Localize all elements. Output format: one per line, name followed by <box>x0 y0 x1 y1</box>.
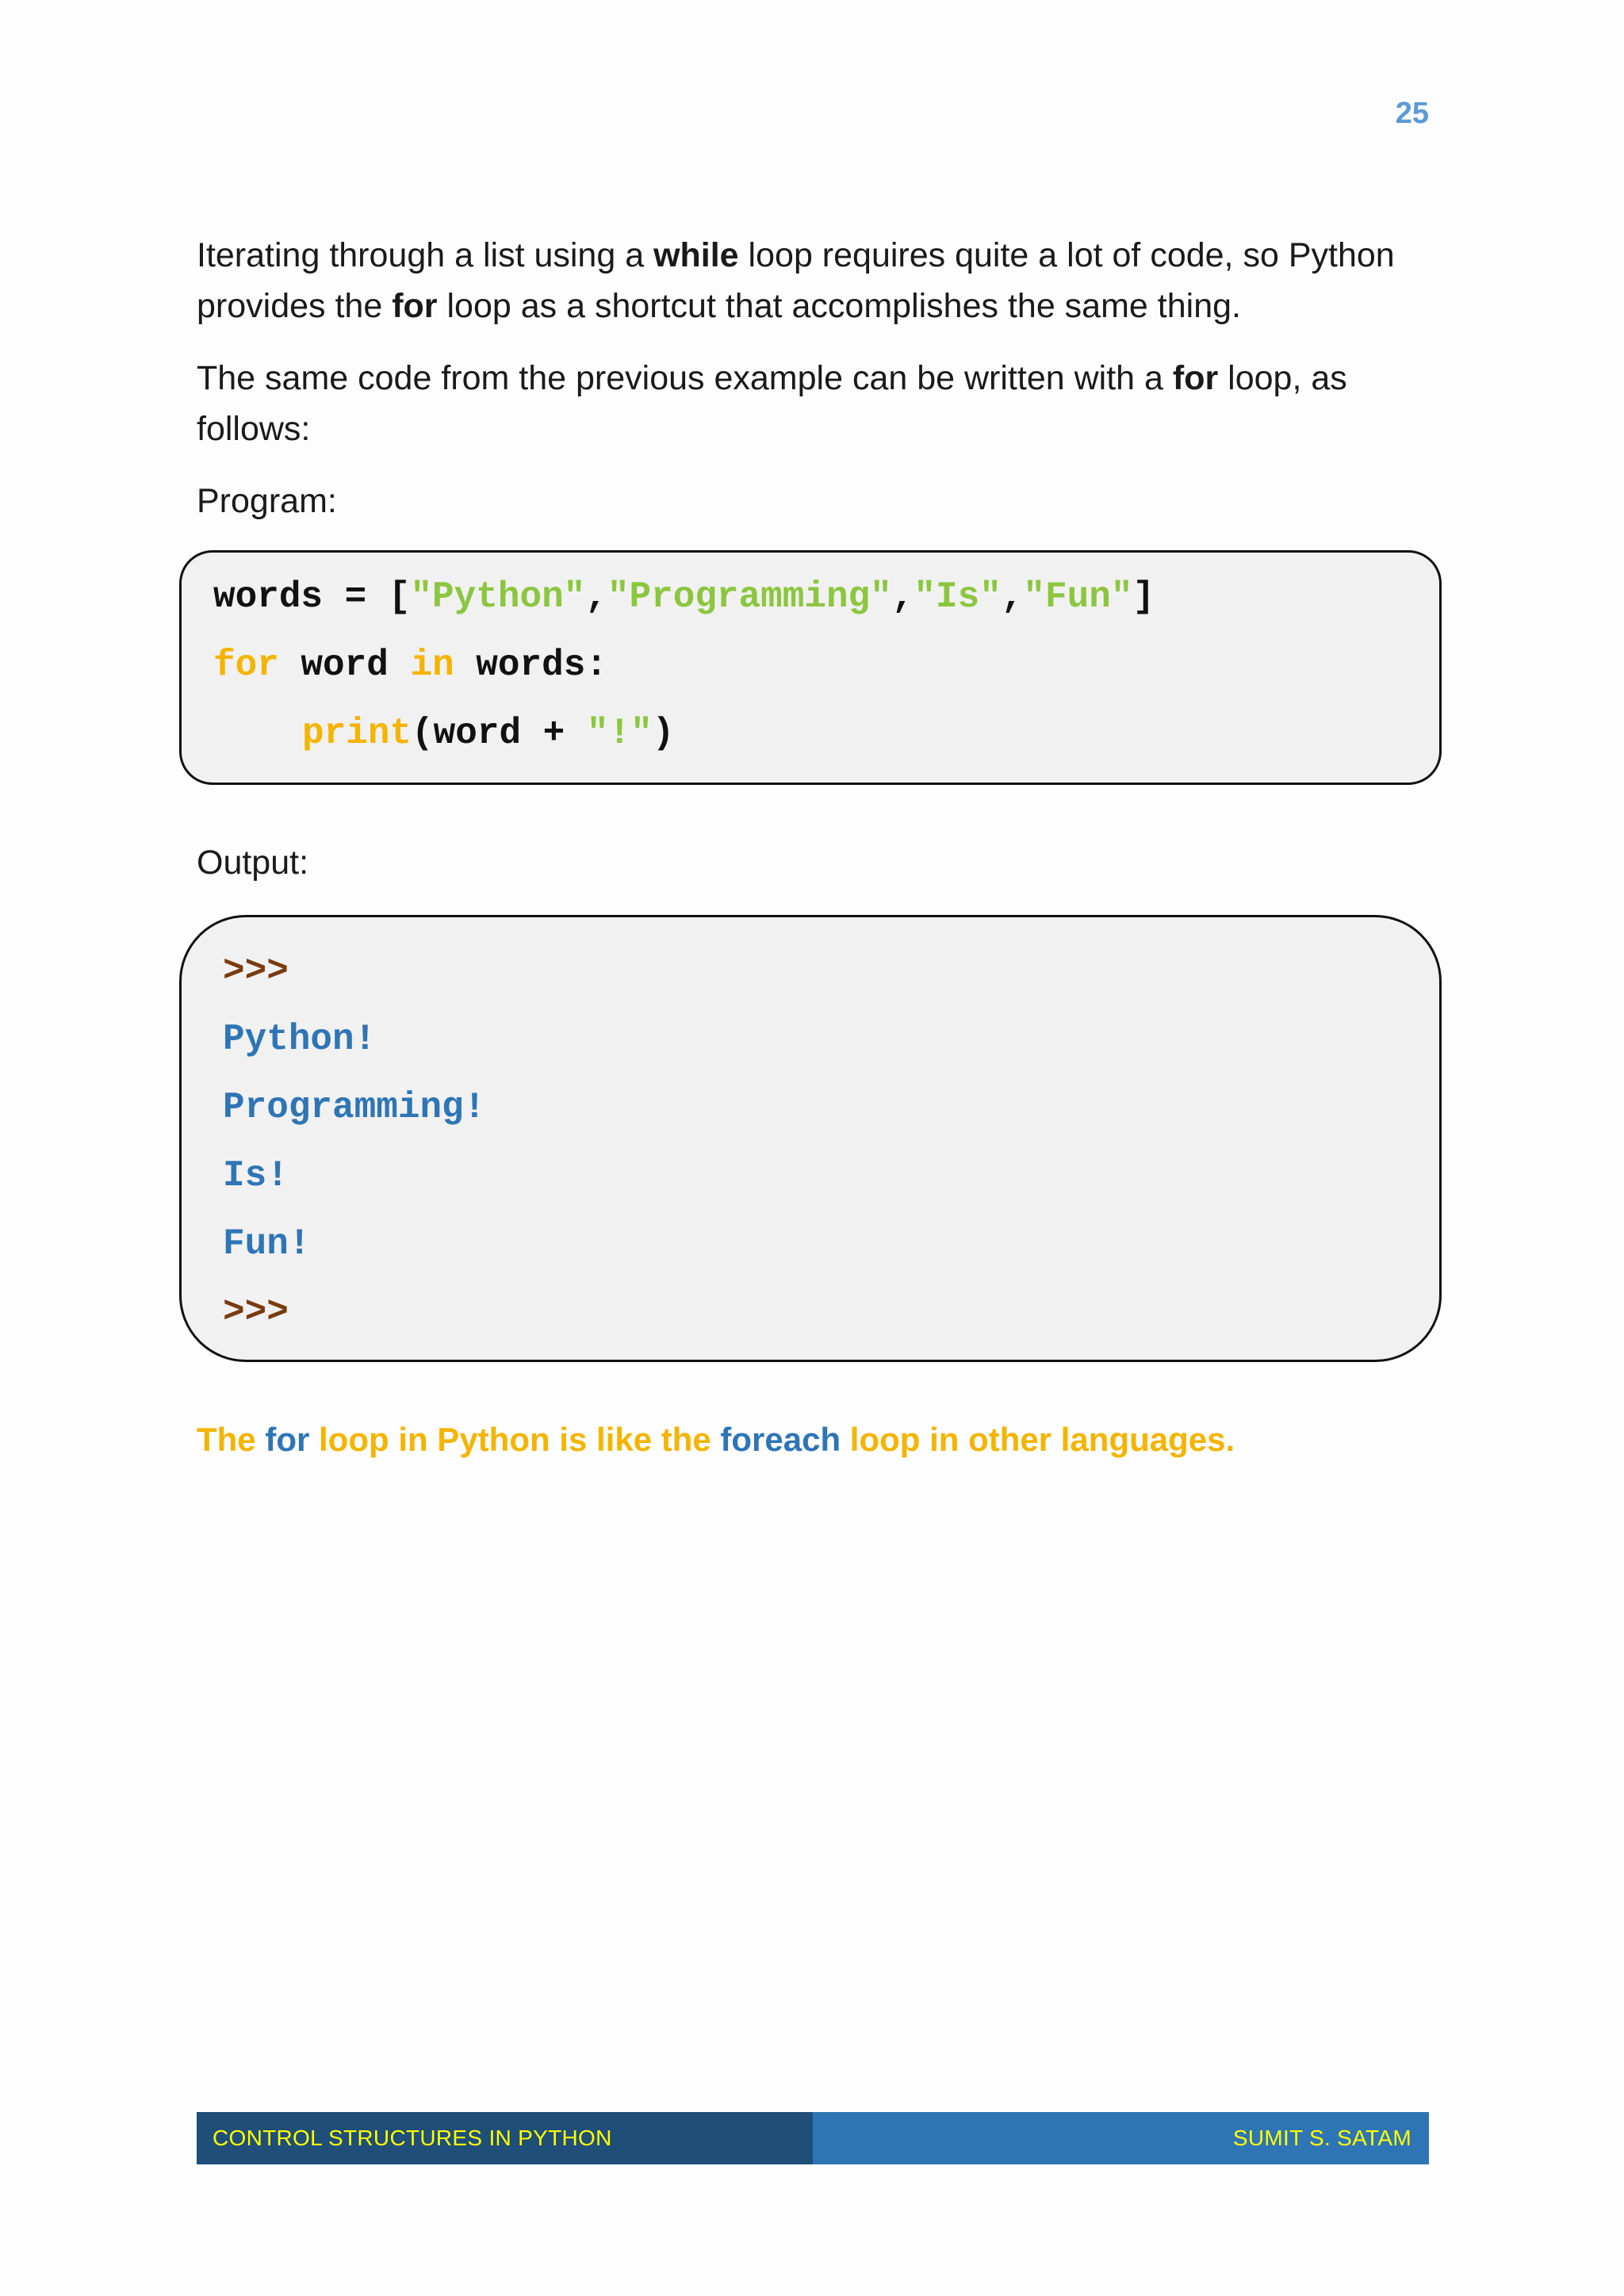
code-token: words = [ <box>213 576 411 618</box>
output-label: Output: <box>197 844 309 882</box>
code-keyword: print <box>302 713 412 754</box>
page-number: 25 <box>1395 97 1429 130</box>
code-token: (word + <box>412 713 587 754</box>
code-token: , <box>1001 576 1024 618</box>
code-token: ) <box>652 713 675 754</box>
code-string: "Programming" <box>607 576 892 618</box>
note-text-1: The <box>197 1421 266 1458</box>
intro-bold-for: for <box>392 287 438 325</box>
second-bold-for: for <box>1172 359 1219 397</box>
output-prompt-start: >>> <box>223 951 289 992</box>
second-text-1: The same code from the previous example can be written with a <box>197 359 1173 397</box>
note-text-2: loop in Python is like the <box>309 1421 721 1458</box>
code-string: "Fun" <box>1023 576 1133 618</box>
page-footer <box>197 2112 1429 2164</box>
code-string: "Is" <box>914 576 1002 618</box>
code-line-1 <box>213 575 1155 619</box>
code-token: ] <box>1132 576 1155 618</box>
intro-text-1: Iterating through a list using a <box>197 236 654 274</box>
intro-paragraph <box>197 230 1434 331</box>
footer-chapter-title: CONTROL STRUCTURES IN PYTHON <box>213 2126 612 2150</box>
program-code-box <box>179 550 1442 785</box>
code-keyword: in <box>410 645 454 686</box>
footer-left-band <box>197 2112 813 2164</box>
output-line-4: Fun! <box>223 1223 311 1265</box>
output-line-3: Is! <box>223 1155 289 1196</box>
code-line-3 <box>302 711 674 756</box>
highlight-note <box>197 1416 1434 1464</box>
note-highlight-foreach: foreach <box>720 1421 841 1458</box>
note-highlight-for: for <box>265 1421 310 1458</box>
intro-bold-while: while <box>653 236 739 274</box>
code-token: word <box>278 645 411 686</box>
code-keyword: for <box>213 645 279 686</box>
code-token: words: <box>454 645 607 686</box>
code-token: , <box>891 576 914 618</box>
output-code-box <box>179 915 1442 1362</box>
second-paragraph <box>197 353 1434 454</box>
footer-right-band <box>813 2112 1429 2164</box>
code-line-2 <box>213 643 607 687</box>
intro-text-3: loop as a shortcut that accomplishes the same thing. <box>437 287 1241 325</box>
note-text-3: loop in other languages. <box>841 1421 1235 1458</box>
intro-text-2: loop requires quite a lot of code, so Python provides the <box>197 236 1395 325</box>
output-line-2: Programming! <box>223 1087 486 1128</box>
code-token: , <box>585 576 607 618</box>
footer-author: SUMIT S. SATAM <box>1232 2126 1411 2150</box>
code-string: "Python" <box>410 576 586 618</box>
code-string: "!" <box>586 713 653 754</box>
output-line-1: Python! <box>223 1019 377 1060</box>
program-label: Program: <box>197 482 337 520</box>
second-text-2: loop, as follows: <box>197 359 1347 448</box>
output-prompt-end: >>> <box>223 1292 289 1333</box>
